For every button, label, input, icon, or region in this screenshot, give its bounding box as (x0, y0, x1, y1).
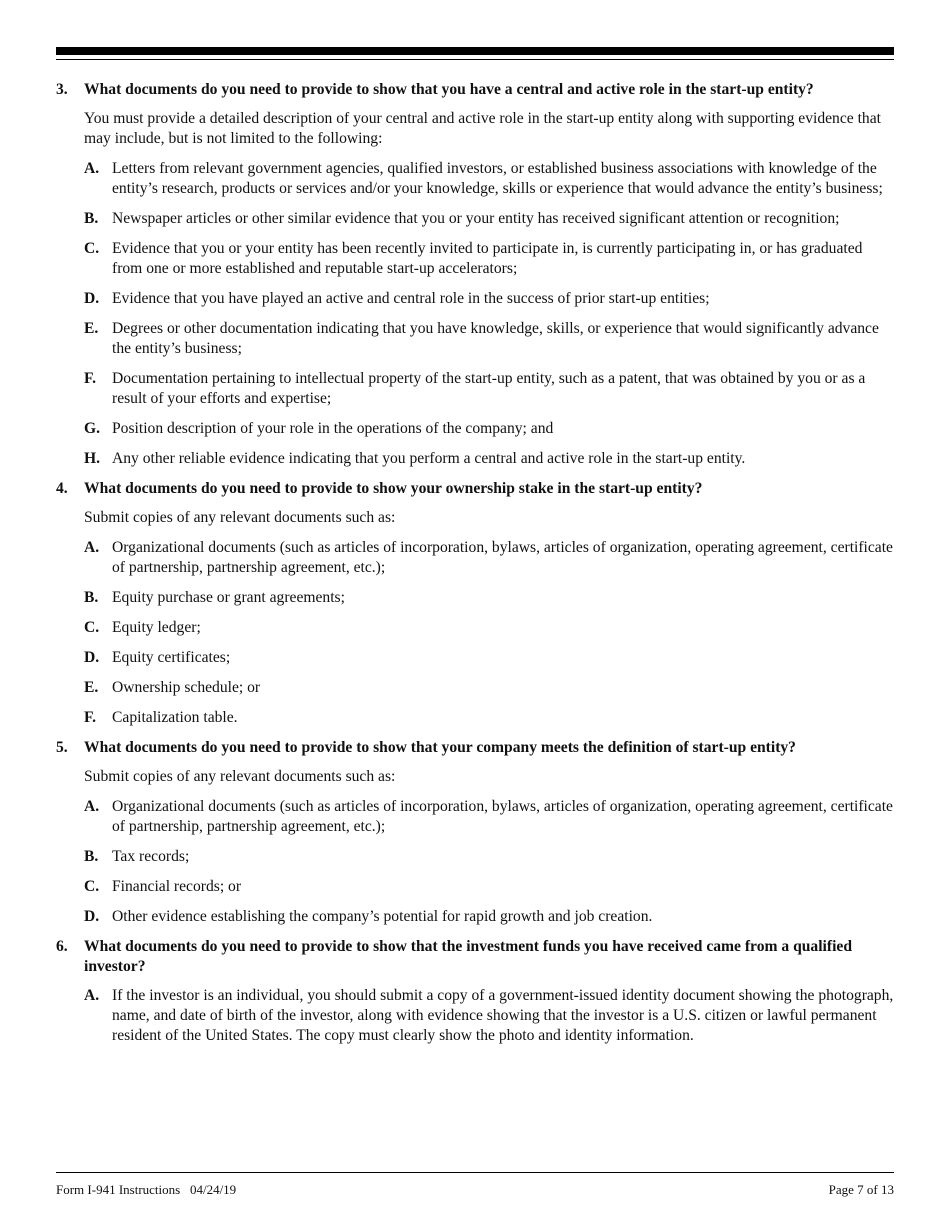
list-item-text: Newspaper articles or other similar evidence that you or your entity has received significant attention or recognition; (112, 210, 840, 227)
list-item (84, 648, 896, 668)
question-heading (56, 738, 896, 758)
list-item-text: Any other reliable evidence indicating that you perform a central and active role in the start-up entity. (112, 450, 746, 467)
question-section (56, 479, 896, 728)
list-item-letter: C. (84, 878, 100, 895)
question-number: 4. (56, 480, 68, 497)
list-item (84, 797, 896, 837)
list-item (84, 618, 896, 638)
question-number: 6. (56, 938, 68, 955)
list-item-letter: E. (84, 679, 99, 696)
list-item-letter: F. (84, 370, 96, 387)
list-item-text: Tax records; (112, 848, 190, 865)
question-number: 3. (56, 81, 68, 98)
list-item-text: Equity purchase or grant agreements; (112, 589, 345, 606)
list-item-letter: G. (84, 420, 101, 437)
list-item-letter: D. (84, 908, 100, 925)
list-item (84, 538, 896, 578)
list-item-text: Position description of your role in the operations of the company; and (112, 420, 554, 437)
list-item-text: Letters from relevant government agencies, qualified investors, or established business associations with knowledge of the entity’s research, products or services and/or your knowledge, skills or experience that would advance the entity’s business; (112, 160, 883, 197)
question-section (56, 80, 896, 469)
list-item-text: Evidence that you have played an active and central role in the success of prior start-up entities; (112, 290, 710, 307)
question-number: 5. (56, 739, 68, 756)
list-item-letter: D. (84, 290, 100, 307)
list-item-text: Degrees or other documentation indicating that you have knowledge, skills, or experience that would significantly advance the entity’s business; (112, 320, 879, 357)
list-item (84, 369, 896, 409)
list-item-text: Capitalization table. (112, 709, 238, 726)
list-item-letter: A. (84, 798, 100, 815)
list-item-letter: C. (84, 619, 100, 636)
list-item (84, 986, 896, 1046)
list-item (84, 708, 896, 728)
question-intro: You must provide a detailed description of your central and active role in the start-up entity along with supporting evidence that may include, but is not limited to the following: (84, 110, 881, 147)
question-heading (56, 80, 896, 100)
list-item (84, 877, 896, 897)
list-item-letter: B. (84, 589, 99, 606)
list-item (84, 419, 896, 439)
list-item-letter: F. (84, 709, 96, 726)
list-item (84, 159, 896, 199)
question-text: What documents do you need to provide to show that you have a central and active role in the start-up entity? (84, 81, 814, 98)
list-item (84, 847, 896, 867)
list-item-text: Evidence that you or your entity has been recently invited to participate in, is currently participating in, or has graduated from one or more established and reputable start-up accelerators; (112, 240, 863, 277)
list-item-letter: E. (84, 320, 99, 337)
question-section (56, 937, 896, 1046)
header-thick-rule (56, 47, 894, 55)
footer-rule (56, 1172, 894, 1173)
list-item-text: Financial records; or (112, 878, 242, 895)
list-item (84, 449, 896, 469)
list-item (84, 678, 896, 698)
list-item-letter: D. (84, 649, 100, 666)
list-item (84, 209, 896, 229)
footer-form-id: Form I-941 Instructions 04/24/19 (56, 1182, 237, 1197)
list-item-letter: B. (84, 848, 99, 865)
question-intro: Submit copies of any relevant documents such as: (84, 509, 396, 526)
header-thin-rule (56, 59, 894, 60)
list-item-letter: B. (84, 210, 99, 227)
question-intro: Submit copies of any relevant documents such as: (84, 768, 396, 785)
question-section (56, 738, 896, 927)
list-item-text: Organizational documents (such as articles of incorporation, bylaws, articles of organization, operating agreement, certificate of partnership, partnership agreement, etc.); (112, 798, 893, 835)
list-item-letter: A. (84, 160, 100, 177)
question-text: What documents do you need to provide to show your ownership stake in the start-up entity? (84, 480, 703, 497)
list-item-letter: A. (84, 539, 100, 556)
list-item-text: Organizational documents (such as articles of incorporation, bylaws, articles of organization, operating agreement, certificate of partnership, partnership agreement, etc.); (112, 539, 893, 576)
list-item (84, 588, 896, 608)
list-item-text: If the investor is an individual, you should submit a copy of a government-issued identity document showing the photograph, name, and date of birth of the investor, along with evidence showing that the investor is a U.S. citizen or lawful permanent resident of the United States. The copy must clearly show the photo and identity information. (112, 987, 894, 1044)
list-item-letter: A. (84, 987, 100, 1004)
list-item-letter: H. (84, 450, 101, 467)
question-heading (56, 479, 896, 499)
question-text: What documents do you need to provide to show that the investment funds you have received came from a qualified investor? (84, 938, 852, 975)
list-item-letter: C. (84, 240, 100, 257)
list-item-text: Equity certificates; (112, 649, 231, 666)
list-item-text: Documentation pertaining to intellectual property of the start-up entity, such as a patent, that was obtained by you or as a result of your efforts and expertise; (112, 370, 866, 407)
instructions-content (56, 80, 896, 1056)
footer-page-number: Page 7 of 13 (828, 1182, 894, 1197)
list-item (84, 289, 896, 309)
list-item-text: Ownership schedule; or (112, 679, 261, 696)
question-heading (56, 937, 896, 977)
list-item (84, 319, 896, 359)
list-item (84, 907, 896, 927)
list-item-text: Other evidence establishing the company’s potential for rapid growth and job creation. (112, 908, 653, 925)
list-item-text: Equity ledger; (112, 619, 201, 636)
list-item (84, 239, 896, 279)
question-text: What documents do you need to provide to show that your company meets the definition of start-up entity? (84, 739, 796, 756)
